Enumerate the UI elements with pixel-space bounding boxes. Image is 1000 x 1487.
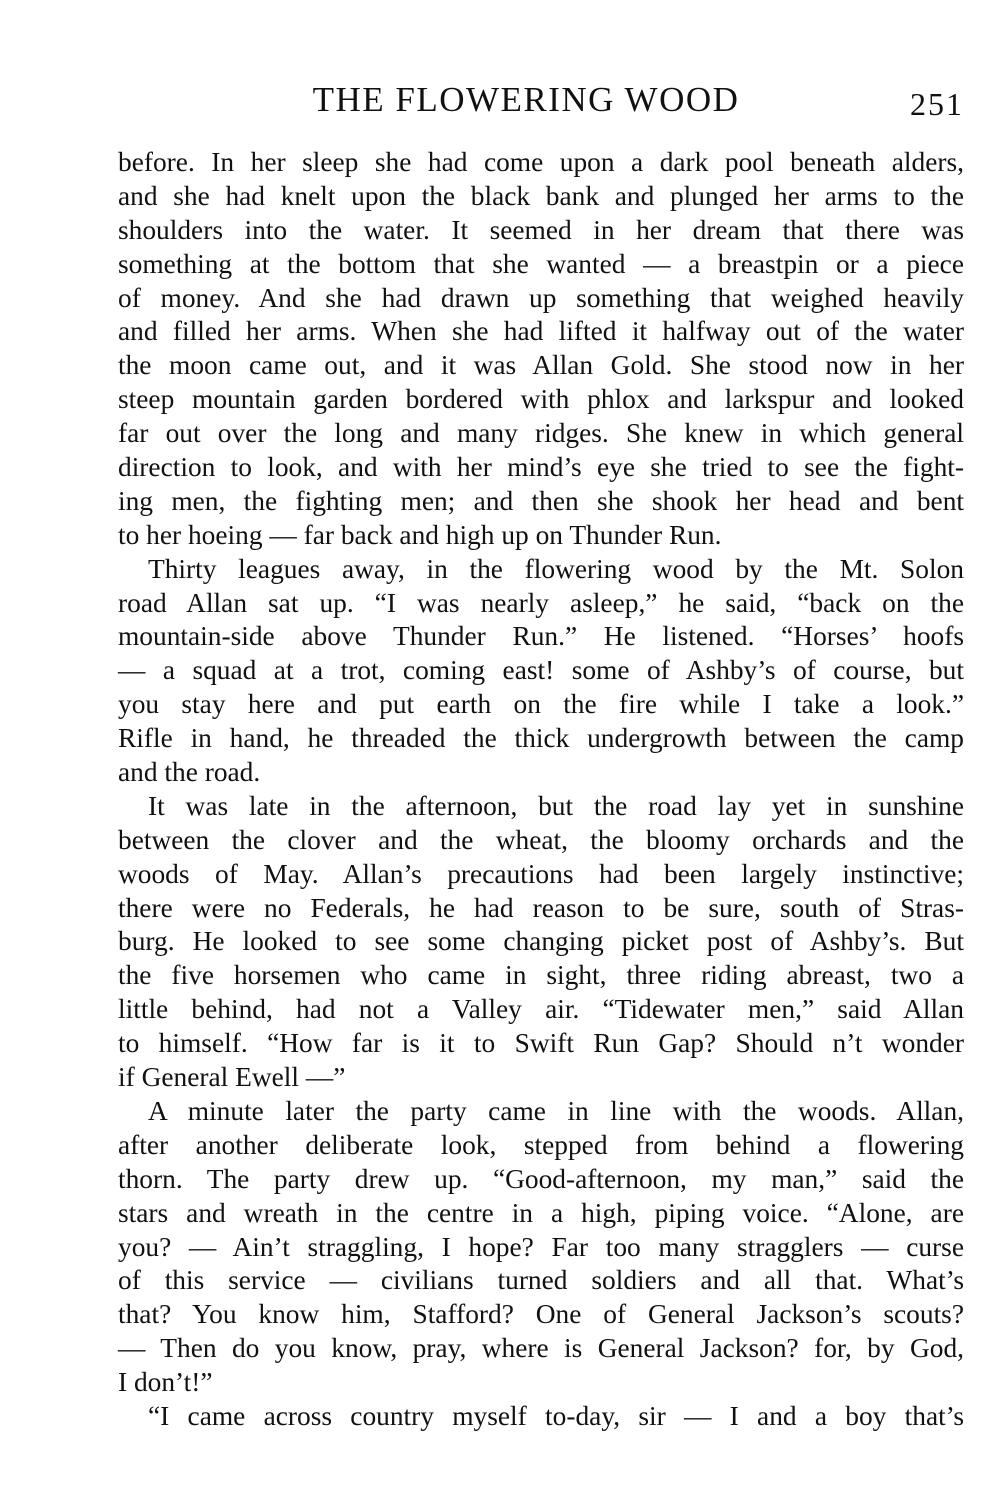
text-line: little behind, had not a Valley air. “Tidewater men,” said Allan	[118, 994, 964, 1025]
text-line: thorn. The party drew up. “Good-afternoon, my man,” said the	[118, 1163, 964, 1194]
body-text	[118, 146, 964, 1434]
text-line: between the clover and the wheat, the bloomy orchards and the	[118, 824, 964, 855]
text-line: and she had knelt upon the black bank and plunged her arms to the	[118, 180, 964, 211]
running-title: THE FLOWERING WOOD	[312, 80, 740, 119]
text-line: — Then do you know, pray, where is General Jackson? for, by God,	[118, 1333, 964, 1364]
text-line: woods of May. Allan’s precautions had been largely instinctive;	[118, 858, 964, 889]
text-line: after another deliberate look, stepped from behind a flowering	[118, 1129, 964, 1160]
text-line: Thirty leagues away, in the flowering wood by the Mt. Solon	[148, 553, 964, 584]
text-line: the moon came out, and it was Allan Gold. She stood now in her	[118, 350, 964, 381]
text-line: and filled her arms. When she had lifted it halfway out of the water	[118, 316, 964, 347]
text-line: direction to look, and with her mind’s eye she tried to see the fight-	[118, 452, 964, 483]
paragraph	[118, 553, 964, 790]
text-line: Rifle in hand, he threaded the thick undergrowth between the camp	[118, 723, 964, 754]
text-line: steep mountain garden bordered with phlox and larkspur and looked	[118, 384, 964, 415]
text-line: It was late in the afternoon, but the road lay yet in sunshine	[148, 790, 964, 821]
text-line: of money. And she had drawn up something that weighed heavily	[118, 282, 964, 313]
running-head	[118, 78, 964, 122]
text-line: mountain-side above Thunder Run.” He listened. “Horses’ hoofs	[118, 621, 964, 652]
text-line: “I came across country myself to-day, sir — I and a boy that’s	[148, 1400, 964, 1431]
text-line: to her hoeing — far back and high up on Thunder Run.	[118, 519, 722, 550]
text-line: burg. He looked to see some changing picket post of Ashby’s. But	[118, 926, 964, 957]
text-line: there were no Federals, he had reason to be sure, south of Stras-	[118, 892, 964, 923]
page-number: 251	[910, 86, 964, 122]
text-line: I don’t!”	[118, 1367, 213, 1398]
text-line: if General Ewell —”	[118, 1062, 346, 1093]
text-line: before. In her sleep she had come upon a dark pool beneath alders,	[118, 147, 964, 177]
text-line: stars and wreath in the centre in a high, piping voice. “Alone, are	[118, 1197, 964, 1228]
text-line: and the road.	[118, 757, 261, 788]
text-line: the five horsemen who came in sight, three riding abreast, two a	[118, 960, 964, 991]
text-line: road Allan sat up. “I was nearly asleep,” he said, “back on the	[118, 587, 964, 618]
paragraph	[118, 1400, 964, 1434]
text-line: — a squad at a trot, coming east! some of Ashby’s of course, but	[118, 655, 964, 686]
text-line: something at the bottom that she wanted — a breastpin or a piece	[118, 248, 964, 279]
text-line: to himself. “How far is it to Swift Run Gap? Should n’t wonder	[118, 1028, 964, 1059]
text-line: you stay here and put earth on the fire while I take a look.”	[118, 689, 964, 720]
paragraph	[118, 1095, 964, 1400]
paragraph	[118, 790, 964, 1095]
text-line: shoulders into the water. It seemed in her dream that there was	[118, 214, 964, 245]
text-line: of this service — civilians turned soldiers and all that. What’s	[118, 1265, 964, 1296]
text-line: that? You know him, Stafford? One of General Jackson’s scouts?	[118, 1299, 964, 1330]
paragraph	[118, 146, 964, 553]
text-line: you? — Ain’t straggling, I hope? Far too many stragglers — curse	[118, 1231, 964, 1262]
text-line: A minute later the party came in line with the woods. Allan,	[148, 1095, 964, 1126]
text-line: far out over the long and many ridges. She knew in which general	[118, 418, 964, 449]
text-line: ing men, the fighting men; and then she shook her head and bent	[118, 485, 964, 516]
